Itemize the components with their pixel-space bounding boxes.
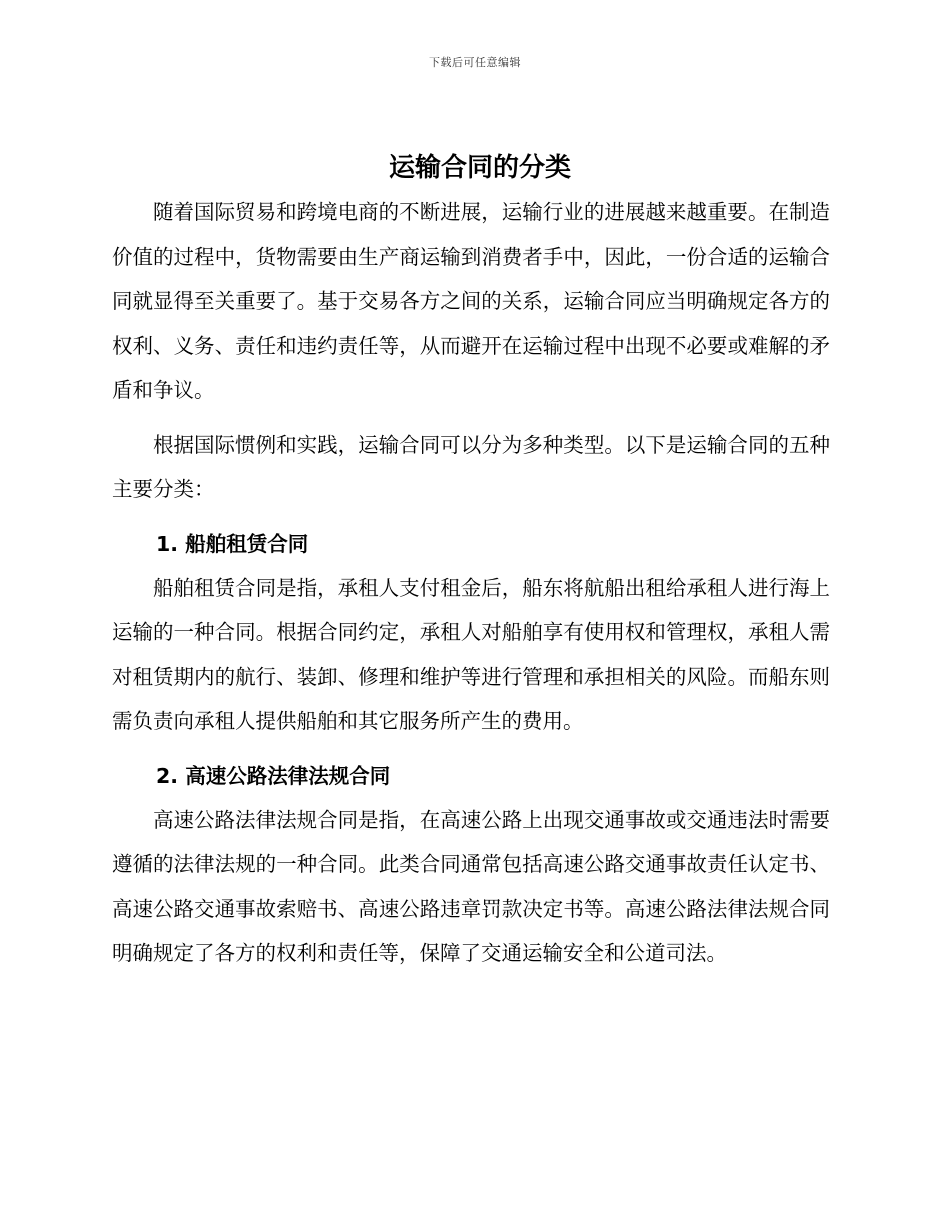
section-paragraph: 船舶租赁合同是指，承租人支付租金后，船东将航船出租给承租人进行海上运输的一种合同。根据合同约定，承租人对船舶享有使用权和管理权，承租人需对租赁期内的航行、装卸、修理和维护等进行管理和承担相关的风险。而船东则需负责向承租人提供船舶和其它服务所产生的费用。 bbox=[112, 575, 830, 733]
section-paragraph: 高速公路法律法规合同是指，在高速公路上出现交通事故或交通违法时需要遵循的法律法规的一种合同。此类合同通常包括高速公路交通事故责任认定书、高速公路交通事故索赔书、高速公路违章罚款决定书等。高速公路法律法规合同明确规定了各方的权利和责任等，保障了交通运输安全和公道司法。 bbox=[112, 807, 830, 965]
section-heading: 2. 高速公路法律法规合同 bbox=[156, 763, 391, 788]
document-title: 运输合同的分类 bbox=[388, 153, 571, 183]
header-note: 下载后可任意编辑 bbox=[429, 56, 521, 69]
intro-paragraph: 随着国际贸易和跨境电商的不断进展，运输行业的进展越来越重要。在制造价值的过程中，货物需要由生产商运输到消费者手中，因此，一份合适的运输合同就显得至关重要了。基于交易各方之间的关系，运输合同应当明确规定各方的权利、义务、责任和违约责任等，从而避开在运输过程中出现不必要或难解的矛盾和争议。 bbox=[112, 200, 830, 402]
intro-paragraph: 根据国际惯例和实践，运输合同可以分为多种类型。以下是运输合同的五种主要分类： bbox=[112, 432, 830, 501]
section-heading: 1. 船舶租赁合同 bbox=[156, 531, 309, 556]
document-body bbox=[112, 146, 830, 976]
